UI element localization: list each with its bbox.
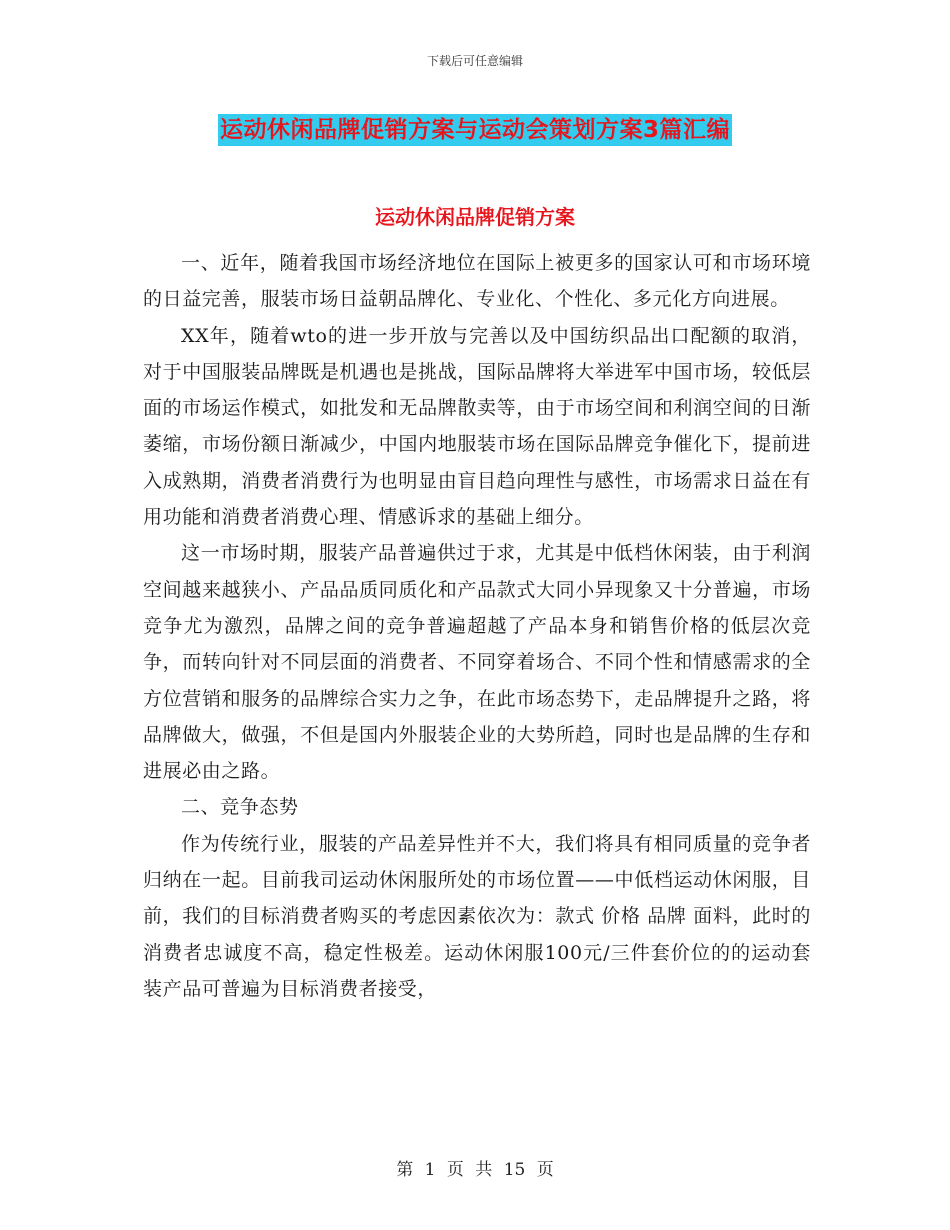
paragraph: 一、近年，随着我国市场经济地位在国际上被更多的国家认可和市场环境的日益完善，服装市场日益朝品牌化、专业化、个性化、多元化方向进展。 (143, 252, 811, 311)
paragraph: 作为传统行业，服装的产品差异性并不大，我们将具有相同质量的竞争者归纳在一起。目前我司运动休闲服所处的市场位置——中低档运动休闲服，目前，我们的目标消费者购买的考虑因素依次为：款式 价格 品牌 面料，此时的消费者忠诚度不高，稳定性极差。运动休闲服100元/三件套价位的的运动套装产品可普遍为目标消费者接受， (143, 832, 811, 1000)
page-number: 第 1 页 共 15 页 (396, 1160, 554, 1180)
section-title: 运动休闲品牌促销方案 (375, 205, 575, 229)
subheading: 二、竞争态势 (181, 796, 299, 819)
paragraph: 这一市场时期，服装产品普遍供过于求，尤其是中低档休闲装，由于利润空间越来越狭小、产品品质同质化和产品款式大同小异现象又十分普遍，市场竞争尤为激烈，品牌之间的竞争普遍超越了产品本身和销售价格的低层次竞争，而转向针对不同层面的消费者、不同穿着场合、不同个性和情感需求的全方位营销和服务的品牌综合实力之争，在此市场态势下，走品牌提升之路，将品牌做大，做强，不但是国内外服装企业的大势所趋，同时也是品牌的生存和进展必由之路。 (143, 542, 811, 783)
document-title-container (0, 114, 950, 146)
paragraph: XX年，随着wto的进一步开放与完善以及中国纺织品出口配额的取消，对于中国服装品牌既是机遇也是挑战，国际品牌将大举进军中国市场，较低层面的市场运作模式，如批发和无品牌散卖等，由于市场空间和利润空间的日渐萎缩，市场份额日渐减少，中国内地服装市场在国际品牌竞争催化下，提前进入成熟期，消费者消费行为也明显由盲目趋向理性与感性，市场需求日益在有用功能和消费者消费心理、情感诉求的基础上细分。 (143, 324, 811, 529)
document-body (143, 245, 811, 1007)
header-note: 下载后可任意编辑 (426, 54, 523, 68)
document-title: 运动休闲品牌促销方案与运动会策划方案3篇汇编 (218, 114, 732, 146)
